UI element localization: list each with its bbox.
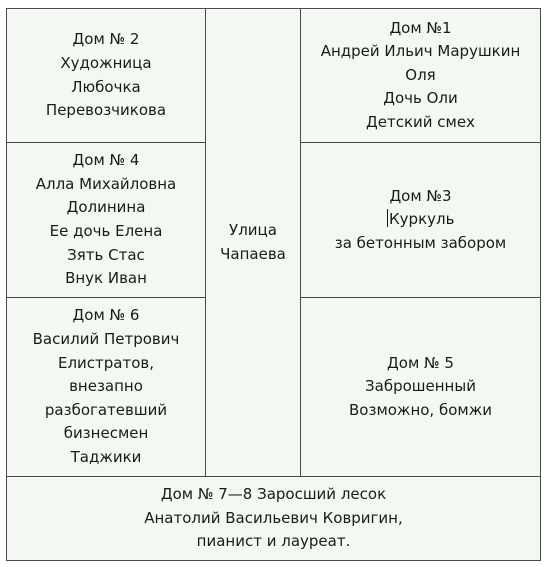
house-3-line-with-caret[interactable] bbox=[387, 208, 455, 232]
house-1-cell bbox=[300, 8, 541, 143]
house-4-line: Алла Михайловна bbox=[35, 174, 177, 193]
house-4-line: Зять Стас bbox=[67, 245, 145, 264]
house-1-title: Дом №1 bbox=[389, 18, 452, 37]
house-5-title: Дом № 5 bbox=[387, 353, 454, 372]
village-map-table bbox=[6, 8, 539, 559]
house-1-line: Дочь Оли bbox=[383, 89, 458, 108]
house-2-line: Перевозчикова bbox=[45, 101, 167, 120]
house-5-line: Возможно, бомжи bbox=[349, 400, 492, 419]
house-5-line: Заброшенный bbox=[365, 377, 476, 396]
house-2-title: Дом № 2 bbox=[72, 30, 140, 49]
house-2-line: Любочка bbox=[71, 77, 141, 96]
house-7-8-cell bbox=[6, 476, 541, 561]
house-3-line: Куркуль bbox=[389, 210, 455, 229]
house-7-8-title: Дом № 7—8 Заросший лесок bbox=[160, 485, 387, 504]
text-cursor bbox=[387, 209, 389, 227]
house-2-cell bbox=[6, 8, 206, 143]
house-4-line: Внук Иван bbox=[65, 269, 147, 288]
house-3-cell[interactable] bbox=[300, 142, 541, 298]
house-6-title: Дом № 6 bbox=[72, 306, 140, 325]
house-6-line: Василий Петрович bbox=[32, 330, 180, 349]
house-3-title: Дом №3 bbox=[389, 186, 452, 205]
house-4-title: Дом № 4 bbox=[72, 151, 140, 170]
house-4-line: Долинина bbox=[66, 198, 146, 217]
house-7-8-line: пианист и лауреат. bbox=[196, 532, 351, 551]
house-6-line: Елистратов, bbox=[57, 353, 155, 372]
house-6-line: внезапно bbox=[69, 377, 143, 396]
house-1-line: Оля bbox=[405, 65, 436, 84]
house-6-line: бизнесмен bbox=[63, 424, 149, 443]
house-4-cell bbox=[6, 142, 206, 298]
street-cell bbox=[205, 8, 301, 477]
street-name-line: Улица bbox=[229, 220, 277, 239]
house-4-line: Ее дочь Елена bbox=[49, 222, 163, 240]
house-1-line: Детский смех bbox=[366, 112, 475, 131]
house-6-cell bbox=[6, 297, 206, 477]
house-5-cell bbox=[300, 297, 541, 477]
street-name-line: Чапаева bbox=[220, 244, 286, 263]
house-1-line: Андрей Ильич Марушкин bbox=[320, 42, 521, 61]
house-6-line: разбогатевший bbox=[44, 400, 168, 419]
house-2-line: Художница bbox=[60, 53, 152, 72]
house-3-line: за бетонным забором bbox=[334, 233, 507, 252]
house-6-line: Таджики bbox=[70, 447, 142, 466]
house-7-8-line: Анатолий Васильевич Ковригин, bbox=[144, 508, 403, 527]
